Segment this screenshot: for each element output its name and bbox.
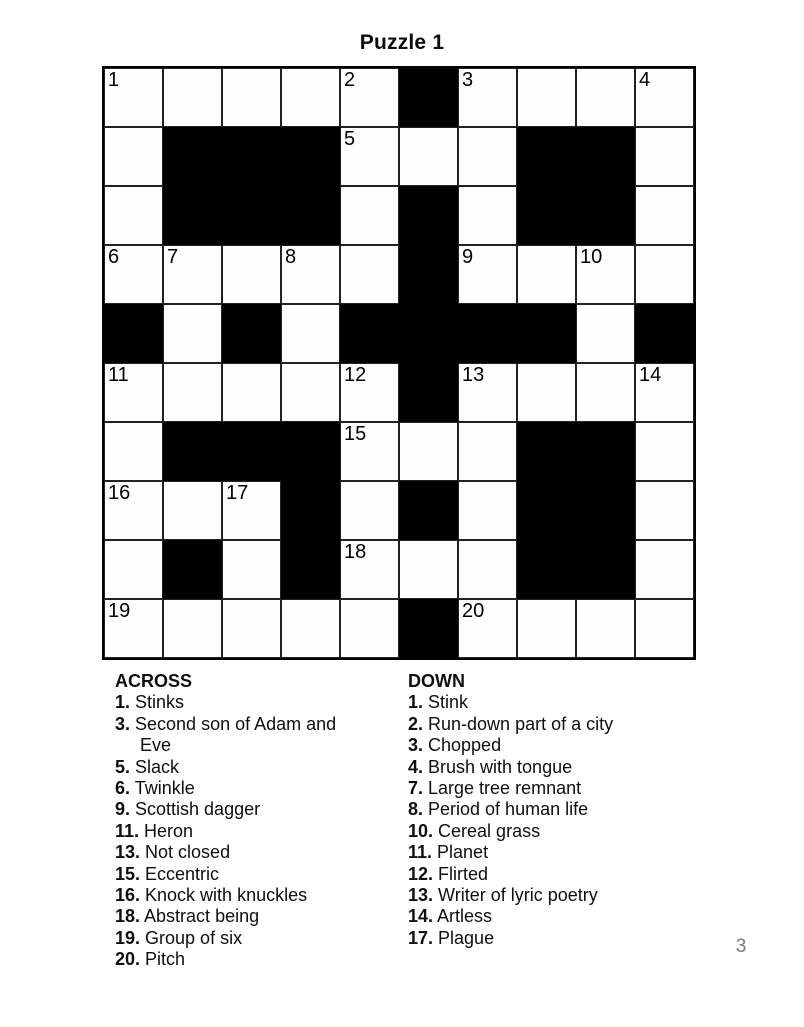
- across-heading: ACROSS: [115, 671, 193, 691]
- white-cell: [340, 540, 399, 599]
- black-cell: [517, 481, 576, 540]
- clue-text: Scottish dagger: [130, 799, 261, 820]
- clue-item: [115, 885, 355, 906]
- black-cell: [517, 127, 576, 186]
- cell-number: 5: [344, 128, 356, 150]
- black-cell: [517, 186, 576, 245]
- cell-number: 7: [167, 246, 179, 268]
- white-cell: [163, 363, 222, 422]
- cell-number: 6: [108, 246, 120, 268]
- cell-number: 18: [344, 541, 367, 563]
- black-cell: [399, 599, 458, 658]
- clue-text: Knock with knuckles: [140, 885, 308, 906]
- clue-number: 7.: [408, 778, 424, 799]
- white-cell: [104, 599, 163, 658]
- white-cell: [576, 304, 635, 363]
- clue-item: [115, 757, 355, 778]
- black-cell: [281, 481, 340, 540]
- white-cell: [635, 599, 694, 658]
- black-cell: [281, 540, 340, 599]
- cell-number: 4: [639, 69, 651, 91]
- cell-number: 8: [285, 246, 297, 268]
- clue-item: [408, 757, 700, 778]
- white-cell: [281, 304, 340, 363]
- black-cell: [576, 186, 635, 245]
- clue-number: 14.: [408, 906, 434, 927]
- cell-number: 20: [462, 600, 485, 622]
- clue-number: 10.: [408, 820, 434, 841]
- white-cell: [281, 599, 340, 658]
- white-cell: [635, 68, 694, 127]
- white-cell: [458, 363, 517, 422]
- black-cell: [399, 304, 458, 363]
- clue-item: [408, 821, 700, 842]
- white-cell: [458, 599, 517, 658]
- clue-number: 4.: [408, 756, 424, 777]
- clue-number: 3.: [408, 735, 424, 756]
- cell-number: 15: [344, 423, 367, 445]
- clue-text: Abstract being: [140, 906, 260, 927]
- clue-number: 19.: [115, 927, 141, 948]
- cell-number: 12: [344, 364, 367, 386]
- white-cell: [340, 363, 399, 422]
- clue-item: [115, 949, 355, 970]
- white-cell: [222, 68, 281, 127]
- clue-number: 15.: [115, 863, 141, 884]
- white-cell: [104, 363, 163, 422]
- down-clue-list: [408, 671, 700, 949]
- white-cell: [340, 599, 399, 658]
- cell-number: 1: [108, 69, 120, 91]
- clue-item: [115, 864, 355, 885]
- clue-text: Cereal grass: [433, 820, 541, 841]
- cell-number: 13: [462, 364, 485, 386]
- white-cell: [222, 540, 281, 599]
- black-cell: [399, 68, 458, 127]
- white-cell: [458, 540, 517, 599]
- black-cell: [399, 186, 458, 245]
- clue-text: Flirted: [433, 863, 489, 884]
- clue-item: [115, 714, 355, 757]
- clue-number: 11.: [408, 842, 433, 863]
- white-cell: [458, 422, 517, 481]
- white-cell: [340, 68, 399, 127]
- clue-number: 13.: [408, 885, 434, 906]
- black-cell: [163, 186, 222, 245]
- white-cell: [635, 422, 694, 481]
- clue-number: 8.: [408, 799, 424, 820]
- white-cell: [635, 540, 694, 599]
- white-cell: [340, 127, 399, 186]
- cell-number: 19: [108, 600, 131, 622]
- clue-item: [408, 864, 700, 885]
- white-cell: [399, 127, 458, 186]
- black-cell: [576, 540, 635, 599]
- across-items: [115, 692, 355, 970]
- black-cell: [222, 422, 281, 481]
- clue-number: 3.: [115, 713, 131, 734]
- clue-number: 20.: [115, 949, 141, 970]
- black-cell: [458, 304, 517, 363]
- cell-number: 17: [226, 482, 249, 504]
- black-cell: [517, 540, 576, 599]
- cell-number: 11: [108, 364, 129, 386]
- white-cell: [163, 304, 222, 363]
- crossword-grid: [102, 66, 696, 660]
- black-cell: [163, 127, 222, 186]
- white-cell: [576, 245, 635, 304]
- white-cell: [104, 68, 163, 127]
- white-cell: [458, 186, 517, 245]
- cell-number: 14: [639, 364, 662, 386]
- clue-item: [408, 735, 700, 756]
- clue-text: Slack: [130, 756, 180, 777]
- clue-text: Stinks: [130, 692, 185, 713]
- white-cell: [163, 68, 222, 127]
- clue-number: 1.: [408, 692, 424, 713]
- clue-text: Large tree remnant: [423, 778, 582, 799]
- clue-text: Second son of Adam and Eve: [130, 713, 337, 756]
- white-cell: [458, 127, 517, 186]
- clue-number: 18.: [115, 906, 141, 927]
- black-cell: [517, 304, 576, 363]
- white-cell: [517, 245, 576, 304]
- clue-number: 17.: [408, 927, 434, 948]
- white-cell: [163, 245, 222, 304]
- clue-item: [408, 778, 700, 799]
- white-cell: [222, 599, 281, 658]
- clue-item: [408, 885, 700, 906]
- clue-text: Heron: [139, 820, 194, 841]
- white-cell: [635, 363, 694, 422]
- white-cell: [340, 481, 399, 540]
- down-items: [408, 692, 700, 949]
- black-cell: [576, 127, 635, 186]
- black-cell: [340, 304, 399, 363]
- clue-text: Eccentric: [140, 863, 220, 884]
- clue-item: [408, 692, 700, 713]
- clue-text: Planet: [432, 842, 489, 863]
- clue-item: [115, 906, 355, 927]
- clue-text: Run-down part of a city: [423, 713, 614, 734]
- white-cell: [458, 481, 517, 540]
- white-cell: [635, 186, 694, 245]
- clue-item: [408, 842, 700, 863]
- black-cell: [222, 304, 281, 363]
- black-cell: [281, 127, 340, 186]
- white-cell: [635, 481, 694, 540]
- white-cell: [340, 245, 399, 304]
- clue-item: [115, 842, 355, 863]
- white-cell: [281, 363, 340, 422]
- clue-text: Writer of lyric poetry: [433, 885, 598, 906]
- white-cell: [222, 481, 281, 540]
- clue-item: [408, 799, 700, 820]
- clue-text: Plague: [433, 927, 495, 948]
- white-cell: [163, 599, 222, 658]
- cell-number: 9: [462, 246, 474, 268]
- across-clue-list: [115, 671, 355, 971]
- white-cell: [222, 245, 281, 304]
- clue-text: Period of human life: [423, 799, 589, 820]
- clue-item: [408, 928, 700, 949]
- white-cell: [576, 599, 635, 658]
- white-cell: [104, 481, 163, 540]
- puzzle-title: Puzzle 1: [359, 31, 445, 54]
- clue-item: [115, 778, 355, 799]
- white-cell: [576, 363, 635, 422]
- black-cell: [163, 540, 222, 599]
- cell-number: 10: [580, 246, 603, 268]
- black-cell: [281, 186, 340, 245]
- clue-item: [115, 799, 355, 820]
- black-cell: [399, 245, 458, 304]
- clue-text: Artless: [433, 906, 493, 927]
- white-cell: [458, 245, 517, 304]
- clue-text: Stink: [423, 692, 469, 713]
- white-cell: [340, 422, 399, 481]
- down-heading: DOWN: [408, 671, 465, 691]
- black-cell: [399, 363, 458, 422]
- white-cell: [281, 245, 340, 304]
- clue-text: Brush with tongue: [423, 756, 573, 777]
- white-cell: [163, 481, 222, 540]
- clue-text: Group of six: [140, 927, 243, 948]
- clue-number: 2.: [408, 713, 424, 734]
- black-cell: [576, 481, 635, 540]
- white-cell: [399, 422, 458, 481]
- clue-text: Not closed: [140, 842, 231, 863]
- black-cell: [163, 422, 222, 481]
- clue-item: [115, 692, 355, 713]
- black-cell: [222, 186, 281, 245]
- white-cell: [104, 245, 163, 304]
- white-cell: [104, 540, 163, 599]
- cell-number: 16: [108, 482, 131, 504]
- white-cell: [635, 127, 694, 186]
- white-cell: [281, 68, 340, 127]
- clue-number: 6.: [115, 778, 131, 799]
- black-cell: [104, 304, 163, 363]
- white-cell: [222, 363, 281, 422]
- black-cell: [576, 422, 635, 481]
- clue-number: 9.: [115, 799, 131, 820]
- white-cell: [517, 599, 576, 658]
- white-cell: [399, 540, 458, 599]
- clue-number: 1.: [115, 692, 131, 713]
- white-cell: [104, 127, 163, 186]
- black-cell: [399, 481, 458, 540]
- white-cell: [458, 68, 517, 127]
- black-cell: [222, 127, 281, 186]
- white-cell: [517, 68, 576, 127]
- black-cell: [635, 304, 694, 363]
- clue-number: 11.: [115, 820, 140, 841]
- clue-text: Chopped: [423, 735, 502, 756]
- clue-number: 12.: [408, 863, 434, 884]
- clue-text: Pitch: [140, 949, 186, 970]
- white-cell: [635, 245, 694, 304]
- clue-item: [408, 714, 700, 735]
- black-cell: [281, 422, 340, 481]
- white-cell: [576, 68, 635, 127]
- clue-item: [115, 928, 355, 949]
- page-number: 3: [735, 936, 747, 957]
- white-cell: [104, 186, 163, 245]
- clue-number: 5.: [115, 756, 131, 777]
- white-cell: [517, 363, 576, 422]
- clue-item: [115, 821, 355, 842]
- clue-text: Twinkle: [130, 778, 195, 799]
- white-cell: [340, 186, 399, 245]
- clue-number: 13.: [115, 842, 141, 863]
- white-cell: [104, 422, 163, 481]
- cell-number: 3: [462, 69, 474, 91]
- clue-item: [408, 906, 700, 927]
- black-cell: [517, 422, 576, 481]
- cell-number: 2: [344, 69, 356, 91]
- clue-number: 16.: [115, 885, 141, 906]
